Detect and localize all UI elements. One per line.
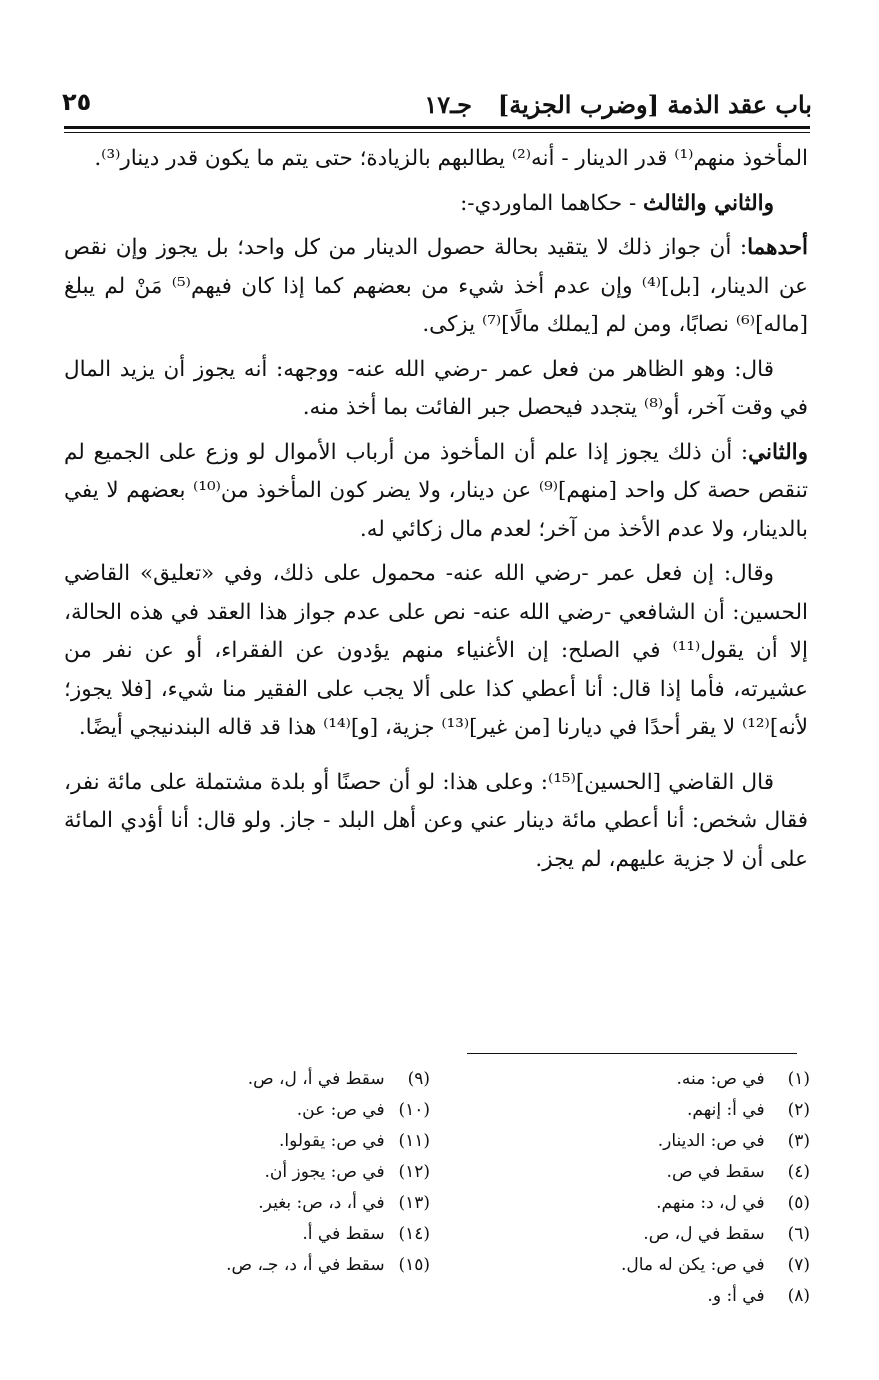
footnotes — [120, 1064, 810, 1312]
footnote-text: سقط في أ، د، جـ، ص. — [226, 1255, 385, 1275]
header-rule-thin — [64, 132, 810, 133]
paragraph-lead: والثاني والثالث — [643, 190, 774, 216]
footnote-text: في أ، د، ص: بغير. — [258, 1193, 385, 1213]
footnote-text: في ص: يقولوا. — [279, 1131, 385, 1151]
paragraph-lead: والثاني — [748, 439, 808, 465]
footnote-item — [120, 1250, 430, 1281]
footnotes-left-column — [120, 1064, 430, 1312]
footnote-item — [120, 1157, 430, 1188]
paragraph-text: قال: وهو الظاهر من فعل عمر -رضي الله عنه- ووجهه: أنه يجوز أن يزيد المال في وقت آخر، أو⁽⁸⁾ يتجدد فيحصل جبر الفائت بما أخذ منه. — [64, 356, 808, 420]
footnote-text: في ص: عن. — [296, 1100, 385, 1120]
paragraph-text: وقال: إن فعل عمر -رضي الله عنه- محمول على ذلك، وفي «تعليق» القاضي الحسين: أن الشافعي -رضي الله عنه- نص على عدم جواز هذا العقد في هذه الحالة، إلا أن يقول⁽¹¹⁾ في الصلح: إن الأغنياء منهم يؤدون عن الفقراء، أو عن نفر من عشيرته، فأما إذا قال: أنا أعطي كذا على ألا يجب على الفقير منا شيء، [فلا يجوز؛ لأنه]⁽¹²⁾ لا يقر أحدًا في ديارنا [من غير]⁽¹³⁾ جزية، [و]⁽¹⁴⁾ هذا قد قاله البندنيجي أيضًا. — [64, 561, 808, 740]
footnote-number: (٦) — [787, 1224, 810, 1244]
paragraph-4 — [64, 351, 808, 428]
footnote-item — [430, 1095, 810, 1126]
paragraph-7 — [64, 764, 808, 880]
footnote-number: (٥) — [787, 1193, 810, 1213]
main-text — [64, 140, 808, 885]
paragraph-lead: أحدهما — [747, 235, 808, 260]
footnote-item — [120, 1126, 430, 1157]
footnote-text: في أ: و. — [707, 1286, 765, 1306]
paragraph-5 — [64, 434, 808, 550]
footnote-text: في ل، د: منهم. — [656, 1193, 765, 1213]
footnote-item — [430, 1064, 810, 1095]
footnote-item — [430, 1157, 810, 1188]
footnote-text: سقط في أ. — [302, 1224, 385, 1244]
footnote-text: في ص: يكن له مال. — [621, 1255, 765, 1275]
footnote-text: في أ: إنهم. — [687, 1100, 765, 1120]
footnote-text: سقط في ص. — [666, 1162, 765, 1182]
footnote-item — [120, 1188, 430, 1219]
paragraph-text: : أن ذلك يجوز إذا علم أن المأخوذ من أرباب الأموال لو وزع على الجميع لم تنقص حصة كل واحد [منهم]⁽⁹⁾ عن دينار، ولا يضر كون المأخوذ من⁽¹⁰⁾ بعضهم لا يفي بالدينار، ولا عدم الأخذ من آخر؛ لعدم مال زكائي له. — [64, 439, 808, 542]
footnote-number: (٩) — [407, 1069, 430, 1089]
footnote-separator — [467, 1053, 797, 1054]
paragraph-6 — [64, 555, 808, 748]
header-rule-thick — [64, 126, 810, 129]
footnote-number: (٤) — [787, 1162, 810, 1182]
paragraph-text: المأخوذ منهم⁽¹⁾ قدر الدينار - أنه⁽²⁾ يطالبهم بالزيادة؛ حتى يتم ما يكون قدر دينار⁽³⁾. — [94, 146, 808, 171]
footnote-number: (١) — [787, 1069, 810, 1089]
paragraph-text: قال القاضي [الحسين]⁽¹⁵⁾: وعلى هذا: لو أن حصنًا أو بلدة مشتملة على مائة نفر، فقال شخص: أنا أعطي مائة دينار عني وعن أهل البلد - جاز. ولو قال: أنا أؤدي المائة على أن لا جزية عليهم، لم يجز. — [64, 769, 808, 872]
footnote-item — [120, 1064, 430, 1095]
paragraph-3 — [64, 229, 808, 345]
footnote-number: (٢) — [787, 1100, 810, 1120]
chapter-title: باب عقد الذمة [وضرب الجزية] — [497, 90, 812, 119]
footnote-number: (١٥) — [398, 1255, 430, 1275]
paragraph-2 — [64, 185, 808, 224]
footnote-number: (٧) — [787, 1255, 810, 1275]
footnote-item — [430, 1281, 810, 1312]
footnote-item — [430, 1188, 810, 1219]
footnote-item — [430, 1250, 810, 1281]
footnote-item — [120, 1095, 430, 1126]
footnote-text: في ص: منه. — [676, 1069, 765, 1089]
footnote-number: (١٠) — [398, 1100, 430, 1120]
paragraph-text: : أن جواز ذلك لا يتقيد بحالة حصول الدينار من كل واحد؛ بل يجوز وإن نقص عن الدينار، [بل]⁽⁴⁾ وإن عدم أخذ شيء من بعضهم كما إذا كان فيهم⁽⁵⁾ مَنْ لم يبلغ [ماله]⁽⁶⁾ نصابًا، ومن لم [يملك مالًا]⁽⁷⁾ يزكى. — [64, 235, 809, 337]
footnotes-right-column — [430, 1064, 810, 1312]
volume-label: جـ١٧ — [424, 90, 472, 119]
footnote-text: في ص: الدينار. — [657, 1131, 765, 1151]
footnote-number: (١٣) — [398, 1193, 430, 1213]
page-number: ٢٥ — [62, 88, 92, 116]
paragraph-text: - حكاهما الماوردي-: — [460, 190, 644, 216]
footnote-item — [120, 1219, 430, 1250]
footnote-item — [430, 1126, 810, 1157]
running-header — [62, 82, 812, 126]
footnote-number: (١٢) — [398, 1162, 430, 1182]
footnote-item — [430, 1219, 810, 1250]
footnote-number: (١١) — [398, 1131, 430, 1151]
footnote-text: في ص: يجوز أن. — [264, 1162, 385, 1182]
footnote-text: سقط في أ، ل، ص. — [247, 1069, 385, 1089]
footnote-number: (١٤) — [398, 1224, 430, 1244]
paragraph-1 — [64, 140, 808, 179]
footnote-number: (٨) — [787, 1286, 810, 1306]
footnote-number: (٣) — [787, 1131, 810, 1151]
footnote-text: سقط في ل، ص. — [643, 1224, 765, 1244]
